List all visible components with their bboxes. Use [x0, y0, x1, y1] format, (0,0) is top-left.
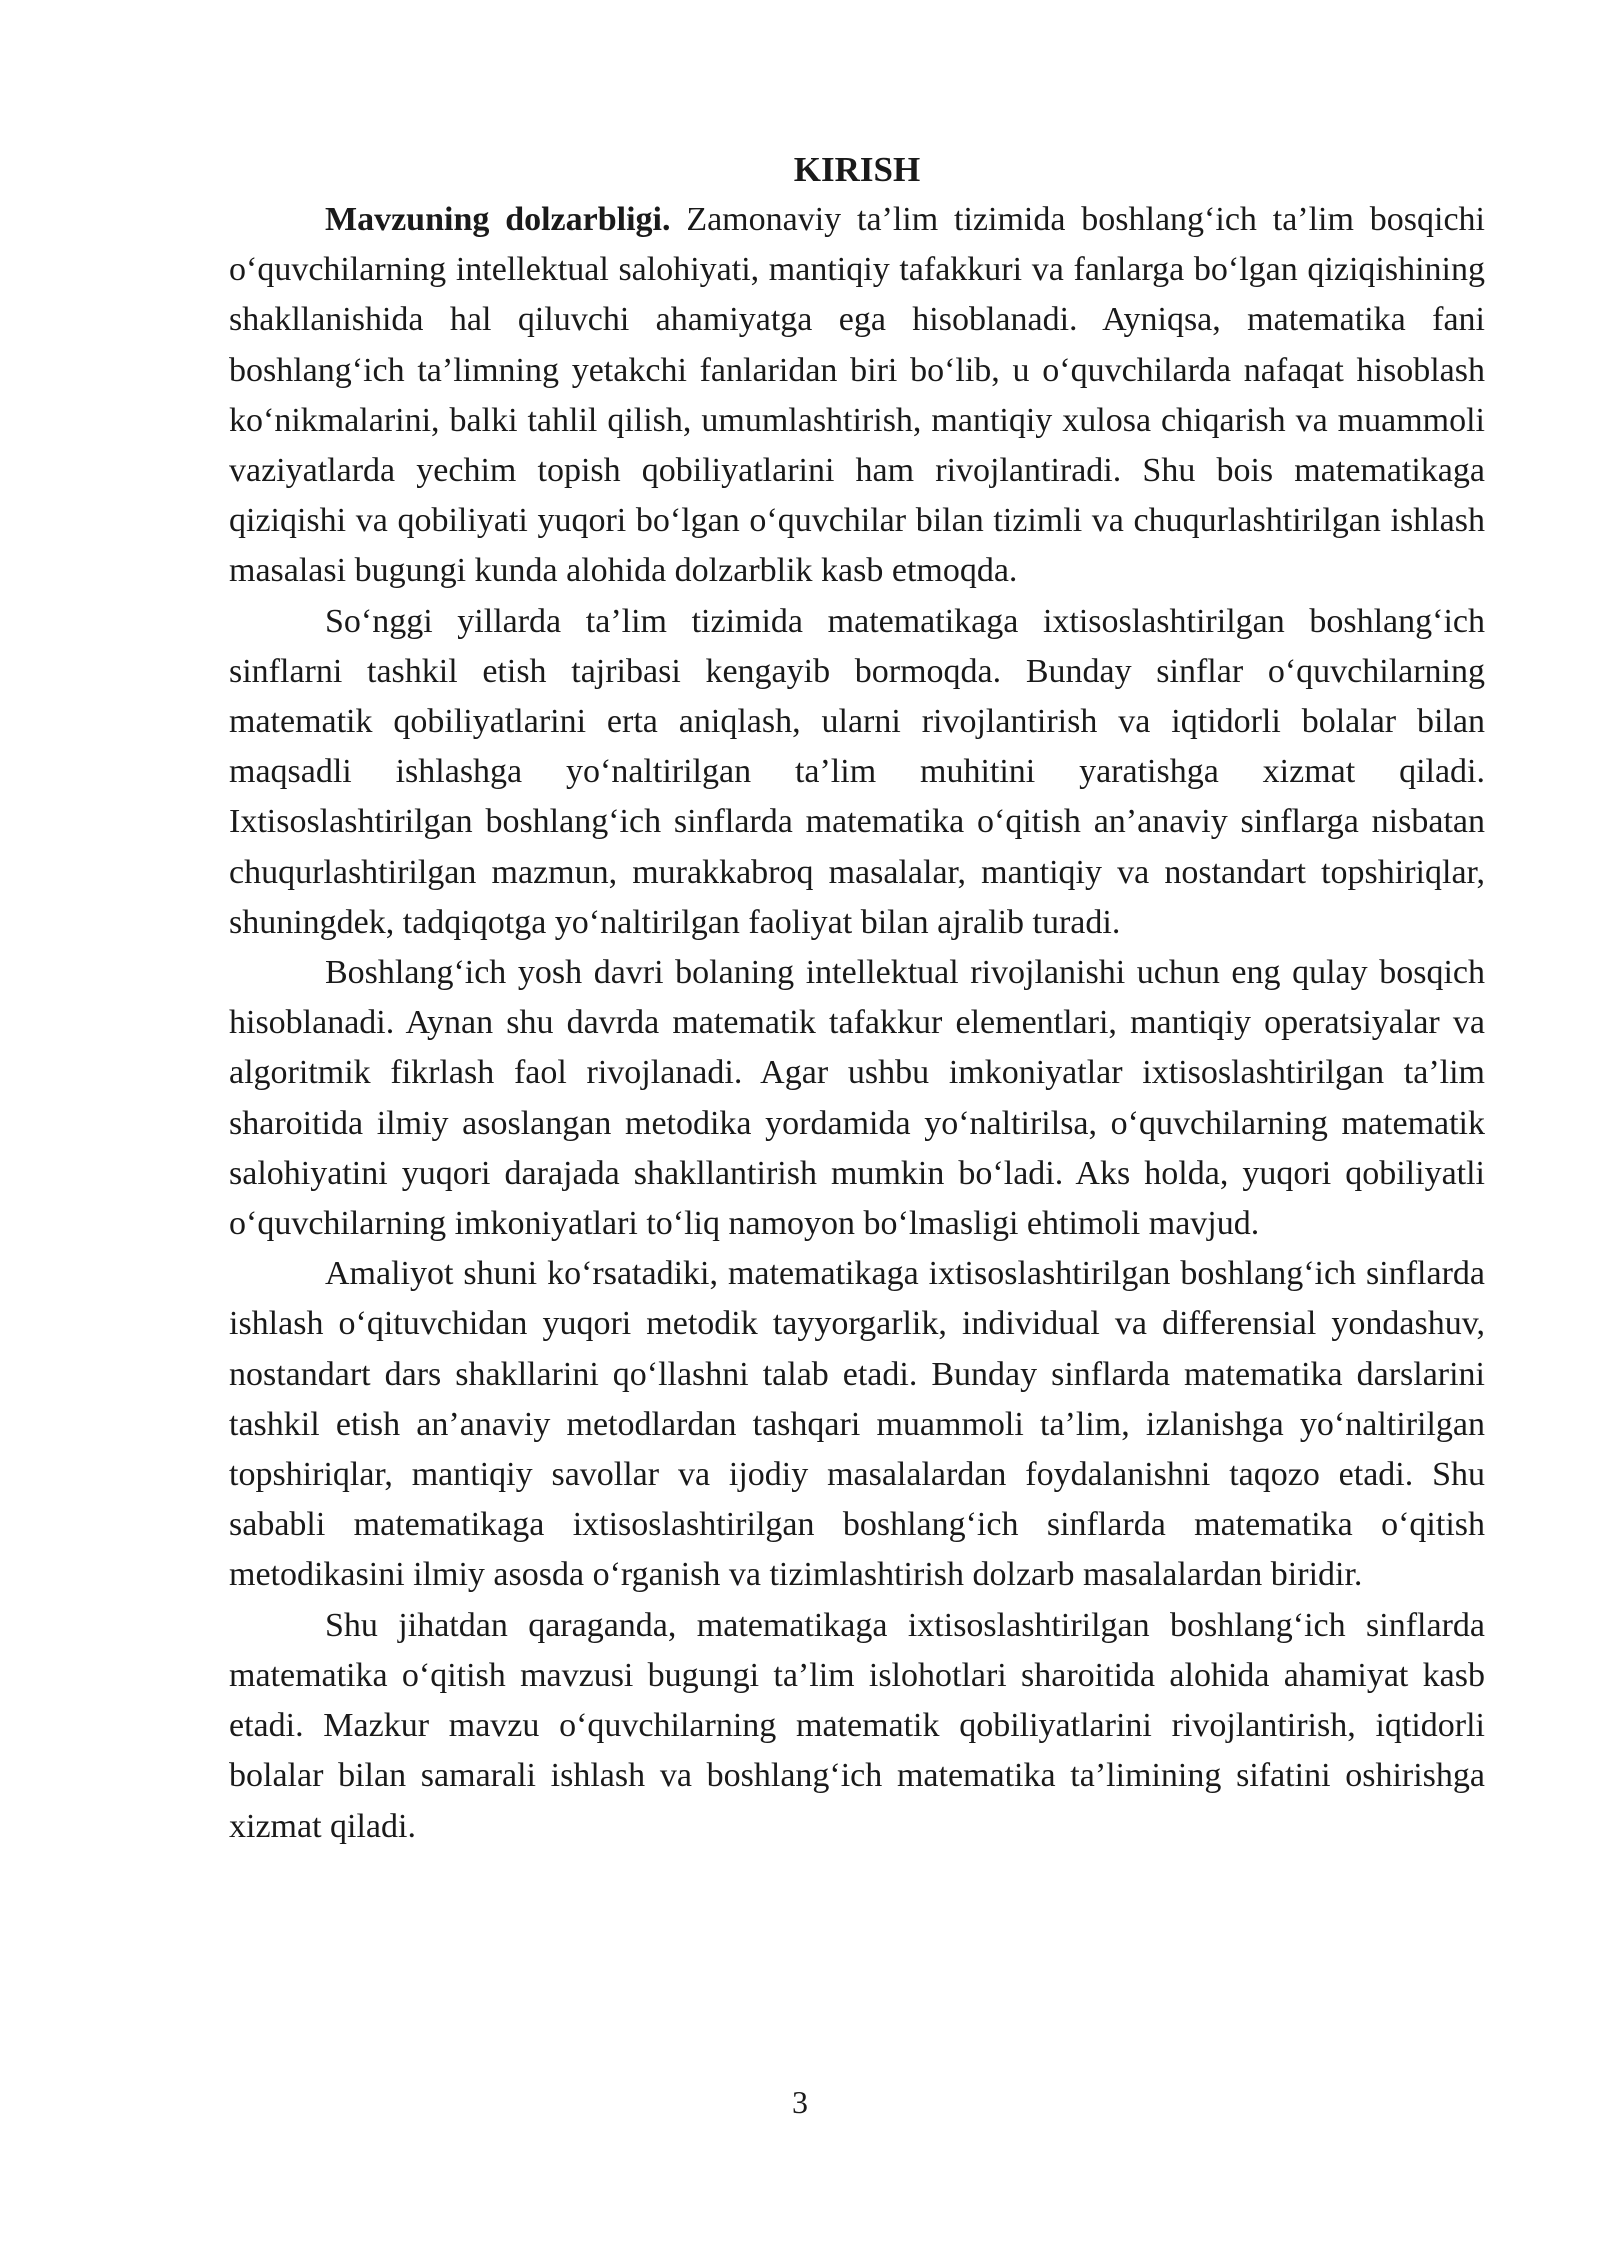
paragraph-lead: Mavzuning dolzarbligi.	[325, 201, 671, 238]
page-heading: KIRISH	[793, 150, 921, 189]
paragraph-2: So‘nggi yillarda ta’lim tizimida matematikaga ixtisoslashtirilgan boshlang‘ich sinflarni tashkil etish tajribasi kengayib bormoqda. Bunday sinflar o‘quvchilarning matematik qobiliyatlarini erta aniqlash, ularni rivojlantirish va iqtidorli bolalar bilan maqsadli ishlashga yo‘naltirilgan ta’lim muhitini yaratishga xizmat qiladi. Ixtisoslashtirilgan boshlang‘ich sinflarda matematika o‘qitish an’anaviy sinflarga nisbatan chuqurlashtirilgan mazmun, murakkabroq masalalar, mantiqiy va nostandart topshiriqlar, shuningdek, tadqiqotga yo‘naltirilgan faoliyat bilan ajralib turadi.	[229, 602, 1485, 941]
paragraph-text: Zamonaviy ta’lim tizimida boshlang‘ich ta’lim bosqichi o‘quvchilarning intellektual salohiyati, mantiqiy tafakkuri va fanlarga bo‘lgan qiziqishining shakllanishida hal qiluvchi ahamiyatga ega hisoblanadi. Ayniqsa, matematika fani boshlang‘ich ta’limning yetakchi fanlaridan biri bo‘lib, u o‘quvchilarda nafaqat hisoblash ko‘nikmalarini, balki tahlil qilish, umumlashtirish, mantiqiy xulosa chiqarish va muammoli vaziyatlarda yechim topish qobiliyatlarini ham rivojlantiradi. Shu bois matematikaga qiziqishi va qobiliyati yuqori bo‘lgan o‘quvchilar bilan tizimli va chuqurlashtirilgan ishlash masalasi bugungi kunda alohida dolzarblik kasb etmoqda.	[229, 201, 1486, 590]
page-number: 3	[792, 2084, 808, 2120]
document-page	[229, 145, 1485, 1852]
paragraph-5: Shu jihatdan qaraganda, matematikaga ixtisoslashtirilgan boshlang‘ich sinflarda matematika o‘qitish mavzusi bugungi ta’lim islohotlari sharoitida alohida ahamiyat kasb etadi. Mazkur mavzu o‘quvchilarning matematik qobiliyatlarini rivojlantirish, iqtidorli bolalar bilan samarali ishlash va boshlang‘ich matematika ta’limining sifatini oshirishga xizmat qiladi.	[229, 1606, 1485, 1845]
paragraph-4: Amaliyot shuni ko‘rsatadiki, matematikaga ixtisoslashtirilgan boshlang‘ich sinflarda ishlash o‘qituvchidan yuqori metodik tayyorgarlik, individual va differensial yondashuv, nostandart dars shakllarini qo‘llashni talab etadi. Bunday sinflarda matematika darslarini tashkil etish an’anaviy metodlardan tashqari muammoli ta’lim, izlanishga yo‘naltirilgan topshiriqlar, mantiqiy savollar va ijodiy masalalardan foydalanishni taqozo etadi. Shu sababli matematikaga ixtisoslashtirilgan boshlang‘ich sinflarda matematika o‘qitish metodikasini ilmiy asosda o‘rganish va tizimlashtirish dolzarb masalalardan biridir.	[229, 1255, 1485, 1594]
paragraph-1	[229, 195, 1485, 597]
paragraph-3: Boshlang‘ich yosh davri bolaning intellektual rivojlanishi uchun eng qulay bosqich hisoblanadi. Aynan shu davrda matematik tafakkur elementlari, mantiqiy operatsiyalar va algoritmik fikrlash faol rivojlanadi. Agar ushbu imkoniyatlar ixtisoslashtirilgan ta’lim sharoitida ilmiy asoslangan metodika yordamida yo‘naltirilsa, o‘quvchilarning matematik salohiyatini yuqori darajada shakllantirish mumkin bo‘ladi. Aks holda, yuqori qobiliyatli o‘quvchilarning imkoniyatlari to‘liq namoyon bo‘lmasligi ehtimoli mavjud.	[229, 954, 1485, 1243]
